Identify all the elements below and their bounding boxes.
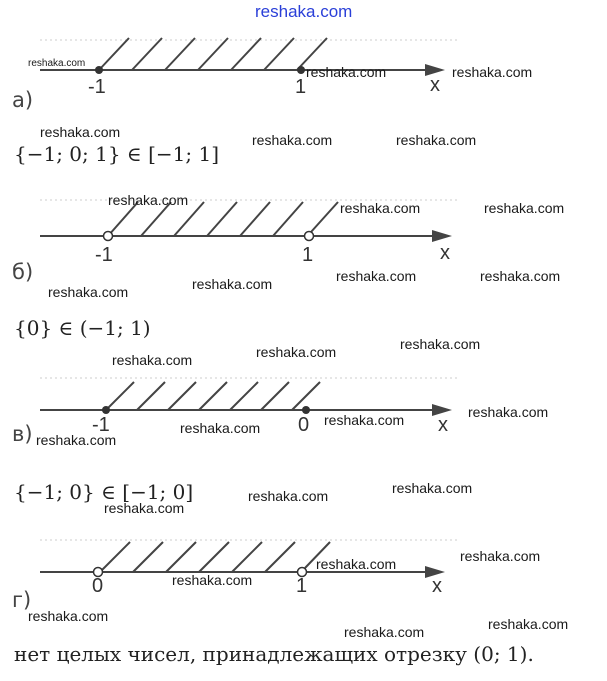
watermark: reshaka.com <box>256 344 337 360</box>
watermark: reshaka.com <box>452 64 533 80</box>
watermark: reshaka.com <box>400 336 481 352</box>
tick-c-neg1: -1 <box>92 414 110 436</box>
part-label-c: в) <box>12 422 33 446</box>
part-label-a: а) <box>12 88 34 112</box>
watermark: reshaka.com <box>306 64 387 80</box>
axis-label-a: x <box>430 74 440 96</box>
watermark: reshaka.com <box>316 556 397 572</box>
tick-b-1: 1 <box>302 244 314 266</box>
watermark: reshaka.com <box>344 624 425 640</box>
watermark: reshaka.com <box>396 132 477 148</box>
tick-d-1: 1 <box>296 575 308 597</box>
watermark: reshaka.com <box>484 200 565 216</box>
watermark: reshaka.com <box>28 58 86 69</box>
tick-b-neg1: -1 <box>95 244 113 266</box>
watermark: reshaka.com <box>28 608 109 624</box>
result-a: {−1; 0; 1} ∈ [−1; 1] <box>14 142 219 166</box>
tick-a-neg1: -1 <box>88 76 106 98</box>
tick-d-0: 0 <box>92 575 104 597</box>
watermark: reshaka.com <box>468 404 549 420</box>
watermark: reshaka.com <box>340 200 421 216</box>
watermark: reshaka.com <box>252 132 333 148</box>
tick-a-1: 1 <box>295 76 307 98</box>
watermark: reshaka.com <box>460 548 541 564</box>
watermark: reshaka.com <box>480 268 561 284</box>
watermark: reshaka.com <box>36 432 117 448</box>
watermark: reshaka.com <box>392 480 473 496</box>
part-label-d: г) <box>12 588 32 612</box>
watermark: reshaka.com <box>192 276 273 292</box>
result-d: нет целых чисел, принадлежащих отрезку (0; 1). <box>14 642 534 666</box>
watermark: reshaka.com <box>172 572 253 588</box>
watermark: reshaka.com <box>336 268 417 284</box>
watermark: reshaka.com <box>248 488 329 504</box>
number-line-d <box>0 532 607 612</box>
tick-c-0: 0 <box>298 414 310 436</box>
watermark: reshaka.com <box>104 500 185 516</box>
result-b: {0} ∈ (−1; 1) <box>14 316 151 340</box>
axis-label-b: x <box>440 242 450 264</box>
axis-label-c: x <box>438 414 448 436</box>
part-label-b: б) <box>12 260 34 284</box>
watermark: reshaka.com <box>324 412 405 428</box>
site-watermark-top: reshaka.com <box>255 2 353 21</box>
axis-label-d: x <box>432 575 442 597</box>
result-c: {−1; 0} ∈ [−1; 0] <box>14 480 194 504</box>
watermark: reshaka.com <box>488 616 569 632</box>
watermark: reshaka.com <box>112 352 193 368</box>
watermark: reshaka.com <box>180 420 261 436</box>
watermark: reshaka.com <box>108 192 189 208</box>
watermark: reshaka.com <box>48 284 129 300</box>
watermark: reshaka.com <box>40 124 121 140</box>
